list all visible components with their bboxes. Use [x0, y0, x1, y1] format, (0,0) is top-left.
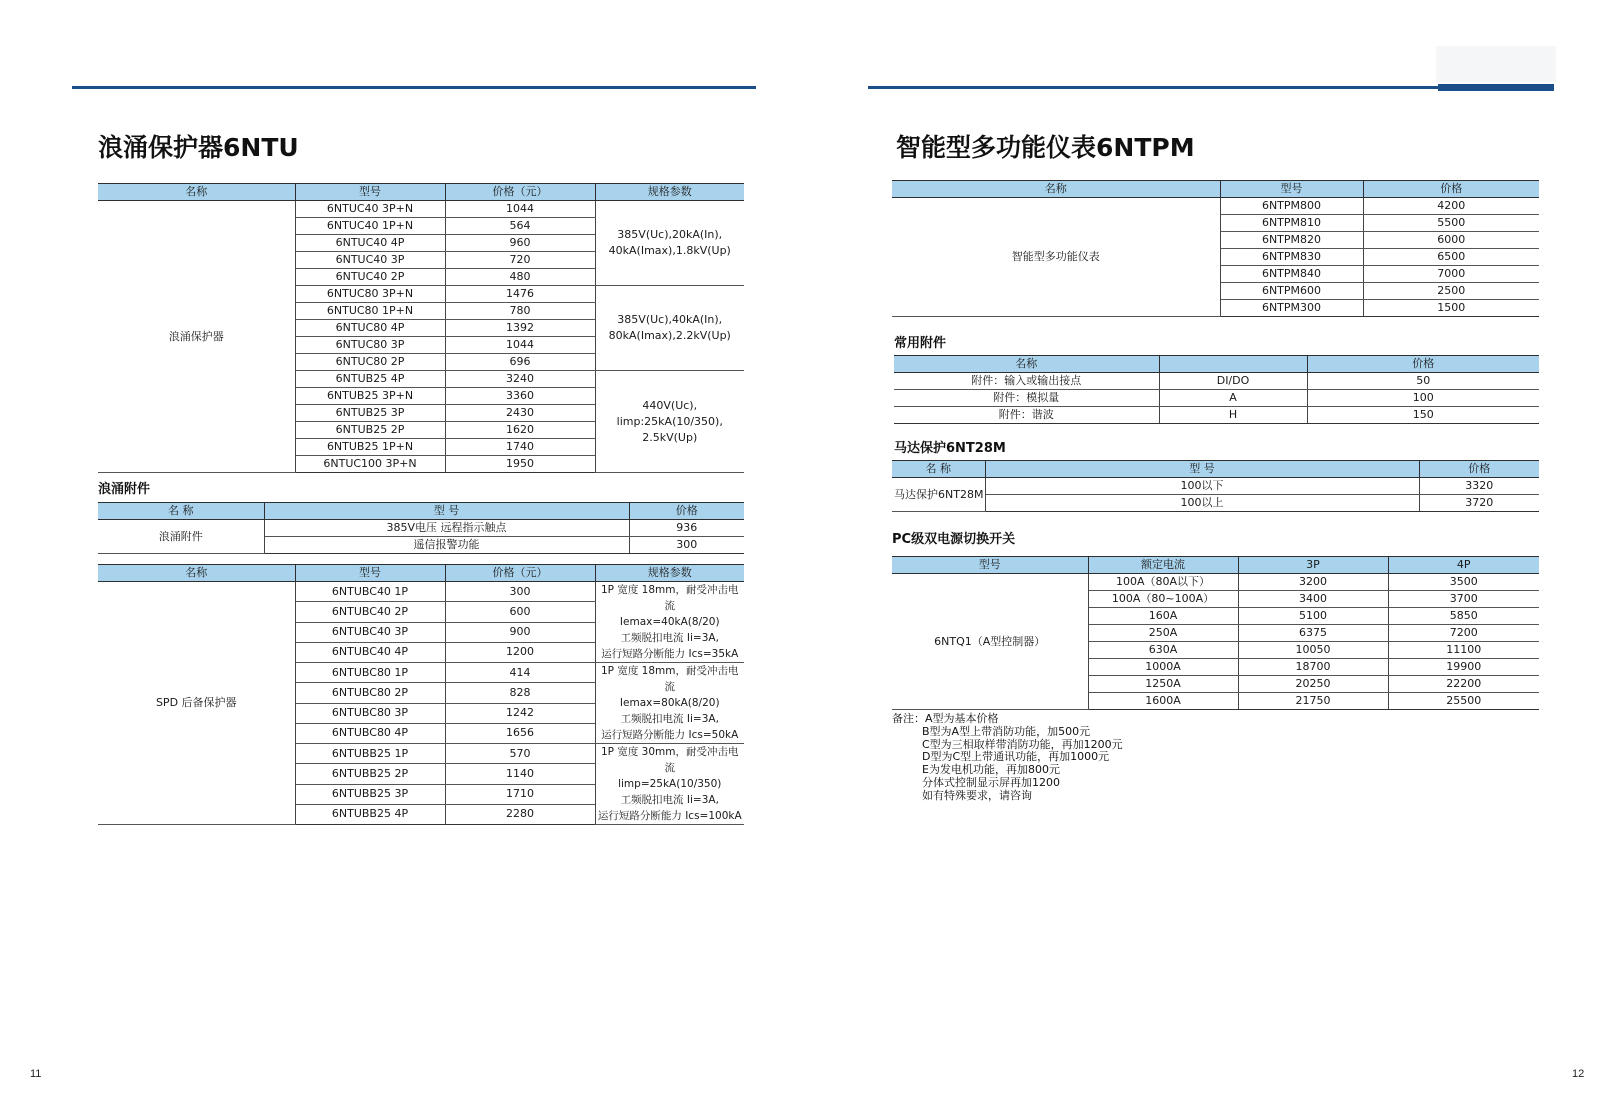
price-cell: 100 — [1307, 390, 1539, 407]
model-cell: 6NTUBB25 1P — [295, 744, 445, 764]
model-cell: 遥信报警功能 — [264, 537, 629, 554]
column-header: 名称 — [98, 565, 295, 582]
common-accessory-heading: 常用附件 — [894, 336, 947, 351]
price-cell: 564 — [445, 218, 595, 235]
price-cell: 1392 — [445, 320, 595, 337]
price-cell: 5500 — [1363, 215, 1539, 232]
model-cell: 6NTUC80 3P — [295, 337, 445, 354]
note-line: C型为三相取样带消防功能，再加1200元 — [922, 737, 1123, 751]
table-header-row — [892, 461, 1539, 478]
table-row — [98, 201, 744, 218]
price-cell: 3720 — [1419, 495, 1539, 512]
price-cell: 900 — [445, 622, 595, 642]
price-4p-cell: 5850 — [1388, 608, 1539, 625]
spec-cell — [595, 286, 744, 371]
spec-line: 2.5kV(Up) — [642, 430, 698, 444]
product-name-cell: 智能型多功能仪表 — [892, 198, 1220, 317]
column-header: 价格 — [629, 503, 744, 520]
model-cell: 6NTUBB25 4P — [295, 804, 445, 824]
price-cell: 1710 — [445, 784, 595, 804]
product-name-cell: 马达保护6NT28M — [892, 478, 985, 512]
price-cell: 1656 — [445, 723, 595, 743]
surge-protector-table — [98, 183, 744, 473]
column-header: 名 称 — [892, 461, 985, 478]
model-cell: 6NTPM840 — [1220, 266, 1363, 283]
model-cell: 6NTUBC40 2P — [295, 602, 445, 622]
price-cell: 600 — [445, 602, 595, 622]
column-header: 价格（元） — [445, 565, 595, 582]
product-name-cell: SPD 后备保护器 — [98, 582, 295, 825]
common-accessory-table — [894, 355, 1539, 424]
column-header: 额定电流 — [1088, 557, 1238, 574]
model-cell: 6NTPM820 — [1220, 232, 1363, 249]
rated-current-cell: 1000A — [1088, 659, 1238, 676]
spec-cell — [595, 663, 744, 744]
price-4p-cell: 22200 — [1388, 676, 1539, 693]
spec-line: 440V(Uc), — [642, 398, 698, 412]
spec-line: 运行短路分断能力 Ics=35kA — [601, 648, 739, 660]
spd-backup-protector-table — [98, 564, 744, 825]
accessory-code-cell: H — [1159, 407, 1307, 424]
column-header: 3P — [1238, 557, 1388, 574]
model-cell: 6NTUB25 1P+N — [295, 439, 445, 456]
price-3p-cell: 3200 — [1238, 574, 1388, 591]
rated-current-cell: 1600A — [1088, 693, 1238, 710]
table-row — [894, 390, 1539, 407]
column-header: 价格 — [1307, 356, 1539, 373]
price-cell: 150 — [1307, 407, 1539, 424]
spec-cell — [595, 201, 744, 286]
spec-line: limp:25kA(10/350), — [616, 414, 723, 428]
table-row — [98, 520, 744, 537]
price-cell: 1476 — [445, 286, 595, 303]
multifunction-meter-table — [892, 180, 1539, 317]
product-name-cell: 浪涌附件 — [98, 520, 264, 554]
model-cell: 6NTUB25 3P+N — [295, 388, 445, 405]
price-cell: 1140 — [445, 764, 595, 784]
model-cell: 385V电压 远程指示触点 — [264, 520, 629, 537]
price-3p-cell: 21750 — [1238, 693, 1388, 710]
model-cell: 100以上 — [985, 495, 1419, 512]
spec-line: 40kA(Imax),1.8kV(Up) — [608, 244, 731, 257]
price-cell: 1500 — [1363, 300, 1539, 317]
model-cell: 6NTUBC80 4P — [295, 723, 445, 743]
spec-line: 运行短路分断能力 Ics=100kA — [597, 810, 742, 822]
spec-line: 1P 宽度 30mm，耐受冲击电流 — [600, 746, 739, 774]
price-3p-cell: 18700 — [1238, 659, 1388, 676]
price-cell: 6000 — [1363, 232, 1539, 249]
column-header: 名称 — [98, 184, 295, 201]
price-cell: 2430 — [445, 405, 595, 422]
model-cell: 6NTPM600 — [1220, 283, 1363, 300]
table-header-row — [98, 565, 744, 582]
price-cell: 300 — [629, 537, 744, 554]
table-row — [894, 373, 1539, 390]
model-cell: 6NTUC40 2P — [295, 269, 445, 286]
rated-current-cell: 1250A — [1088, 676, 1238, 693]
price-3p-cell: 20250 — [1238, 676, 1388, 693]
rated-current-cell: 100A（80A以下） — [1088, 574, 1238, 591]
spec-line: 工频脱扣电流 Ii=3A, — [620, 632, 719, 644]
column-header: 价格 — [1363, 181, 1539, 198]
table-header-row — [892, 181, 1539, 198]
page-title-right: 智能型多功能仪表6NTPM — [896, 133, 1195, 162]
table-header-row — [894, 356, 1539, 373]
table-row — [892, 574, 1539, 591]
note-line: 备注：A型为基本价格 — [892, 712, 999, 725]
model-cell: 6NTUBB25 2P — [295, 764, 445, 784]
price-3p-cell: 5100 — [1238, 608, 1388, 625]
motor-protection-heading: 马达保护6NT28M — [894, 441, 1006, 456]
table-row — [98, 582, 744, 602]
pc-transfer-switch-table — [892, 556, 1539, 710]
spec-line: 工频脱扣电流 Ii=3A, — [620, 713, 719, 725]
spec-line: Iemax=40kA(8/20) — [619, 616, 720, 628]
column-header: 型 号 — [264, 503, 629, 520]
price-cell: 3320 — [1419, 478, 1539, 495]
price-cell: 480 — [445, 269, 595, 286]
model-cell: 6NTPM810 — [1220, 215, 1363, 232]
price-cell: 1044 — [445, 201, 595, 218]
surge-accessory-table — [98, 502, 744, 554]
model-cell: 6NTUB25 2P — [295, 422, 445, 439]
note-line: 分体式控制显示屏再加1200 — [922, 775, 1060, 789]
price-cell: 828 — [445, 683, 595, 703]
price-cell: 1044 — [445, 337, 595, 354]
model-cell: 6NTUC80 3P+N — [295, 286, 445, 303]
right-header-rule — [868, 86, 1438, 89]
spec-line: 1P 宽度 18mm，耐受冲击电流 — [600, 584, 739, 612]
note-line: E为发电机功能，再加800元 — [922, 763, 1060, 777]
product-name-cell: 浪涌保护器 — [98, 201, 295, 473]
table-row — [892, 478, 1539, 495]
model-cell: 6NTUBC80 3P — [295, 703, 445, 723]
spec-line: 385V(Uc),20kA(In), — [617, 228, 723, 241]
pc-switch-notes — [892, 713, 1123, 803]
price-cell: 4200 — [1363, 198, 1539, 215]
model-cell: 6NTUC80 4P — [295, 320, 445, 337]
price-cell: 720 — [445, 252, 595, 269]
model-cell: 6NTUC40 4P — [295, 235, 445, 252]
pc-switch-heading: PC级双电源切换开关 — [892, 532, 1016, 547]
price-3p-cell: 3400 — [1238, 591, 1388, 608]
model-cell: 6NTUBC80 2P — [295, 683, 445, 703]
model-cell: 6NTPM300 — [1220, 300, 1363, 317]
price-cell: 2500 — [1363, 283, 1539, 300]
model-cell: 6NTUB25 4P — [295, 371, 445, 388]
table-header-row — [98, 184, 744, 201]
page-number-right: 12 — [1572, 1068, 1585, 1080]
model-cell: 6NTUC100 3P+N — [295, 456, 445, 473]
accessory-code-cell: DI/DO — [1159, 373, 1307, 390]
note-line: D型为C型上带通讯功能，再加1000元 — [922, 750, 1110, 764]
accessory-name-cell: 附件：谐波 — [894, 407, 1159, 424]
model-cell: 100以下 — [985, 478, 1419, 495]
column-header: 型号 — [892, 557, 1088, 574]
spec-line: limp=25kA(10/350) — [618, 778, 722, 790]
price-4p-cell: 3700 — [1388, 591, 1539, 608]
column-header: 型 号 — [985, 461, 1419, 478]
price-cell: 1200 — [445, 642, 595, 662]
rated-current-cell: 630A — [1088, 642, 1238, 659]
spec-line: 工频脱扣电流 Ii=3A, — [620, 794, 719, 806]
price-cell: 7000 — [1363, 266, 1539, 283]
price-cell: 936 — [629, 520, 744, 537]
rated-current-cell: 250A — [1088, 625, 1238, 642]
price-cell: 414 — [445, 663, 595, 683]
model-cell: 6NTUC80 1P+N — [295, 303, 445, 320]
model-cell: 6NTUBC80 1P — [295, 663, 445, 683]
price-cell: 1620 — [445, 422, 595, 439]
price-cell: 780 — [445, 303, 595, 320]
table-row — [894, 407, 1539, 424]
price-cell: 2280 — [445, 804, 595, 824]
spec-line: 385V(Uc),40kA(In), — [617, 313, 723, 326]
page-number-left: 11 — [30, 1068, 42, 1080]
model-cell: 6NTUC40 3P+N — [295, 201, 445, 218]
price-cell: 960 — [445, 235, 595, 252]
left-header-rule — [72, 86, 756, 89]
spec-line: 1P 宽度 18mm，耐受冲击电流 — [600, 665, 739, 693]
column-header: 4P — [1388, 557, 1539, 574]
column-header: 型号 — [295, 565, 445, 582]
product-name-cell: 6NTQ1（A型控制器） — [892, 574, 1088, 710]
price-4p-cell: 25500 — [1388, 693, 1539, 710]
table-row — [892, 495, 1539, 512]
column-header: 型号 — [1220, 181, 1363, 198]
table-header-row — [98, 503, 744, 520]
spec-line: 运行短路分断能力 Ics=50kA — [601, 729, 739, 741]
spec-cell — [595, 744, 744, 825]
column-header: 名称 — [892, 181, 1220, 198]
model-cell: 6NTUC40 3P — [295, 252, 445, 269]
table-header-row — [892, 557, 1539, 574]
model-cell: 6NTUBC40 4P — [295, 642, 445, 662]
model-cell: 6NTUC80 2P — [295, 354, 445, 371]
column-header: 价格 — [1419, 461, 1539, 478]
price-4p-cell: 7200 — [1388, 625, 1539, 642]
column-header: 名 称 — [98, 503, 264, 520]
price-3p-cell: 6375 — [1238, 625, 1388, 642]
price-cell: 50 — [1307, 373, 1539, 390]
model-cell: 6NTUBC40 3P — [295, 622, 445, 642]
accessory-name-cell: 附件：输入或输出接点 — [894, 373, 1159, 390]
header-tab-ghost — [1436, 46, 1556, 82]
spec-line: 80kA(Imax),2.2kV(Up) — [608, 329, 731, 342]
price-cell: 3240 — [445, 371, 595, 388]
note-line: B型为A型上带消防功能，加500元 — [922, 724, 1091, 738]
price-4p-cell: 19900 — [1388, 659, 1539, 676]
spec-cell — [595, 371, 744, 473]
price-cell: 1950 — [445, 456, 595, 473]
column-header — [1159, 356, 1307, 373]
column-header: 规格参数 — [595, 184, 744, 201]
column-header: 型号 — [295, 184, 445, 201]
price-cell: 570 — [445, 744, 595, 764]
price-4p-cell: 11100 — [1388, 642, 1539, 659]
model-cell: 6NTUBC40 1P — [295, 582, 445, 602]
price-cell: 3360 — [445, 388, 595, 405]
accessory-code-cell: A — [1159, 390, 1307, 407]
price-cell: 1242 — [445, 703, 595, 723]
price-cell: 696 — [445, 354, 595, 371]
column-header: 规格参数 — [595, 565, 744, 582]
model-cell: 6NTUC40 1P+N — [295, 218, 445, 235]
price-3p-cell: 10050 — [1238, 642, 1388, 659]
page-title-left: 浪涌保护器6NTU — [98, 133, 299, 162]
rated-current-cell: 160A — [1088, 608, 1238, 625]
motor-protection-table — [892, 460, 1539, 512]
price-cell: 300 — [445, 582, 595, 602]
note-line: 如有特殊要求，请咨询 — [922, 788, 1032, 802]
spec-cell — [595, 582, 744, 663]
price-cell: 1740 — [445, 439, 595, 456]
rated-current-cell: 100A（80~100A） — [1088, 591, 1238, 608]
model-cell: 6NTUBB25 3P — [295, 784, 445, 804]
column-header: 价格（元） — [445, 184, 595, 201]
price-4p-cell: 3500 — [1388, 574, 1539, 591]
accessory-name-cell: 附件：模拟量 — [894, 390, 1159, 407]
spec-line: Iemax=80kA(8/20) — [619, 697, 720, 709]
table-row — [892, 198, 1539, 215]
model-cell: 6NTUB25 3P — [295, 405, 445, 422]
model-cell: 6NTPM830 — [1220, 249, 1363, 266]
right-header-accent — [1438, 84, 1554, 91]
surge-accessory-heading: 浪涌附件 — [98, 482, 151, 497]
column-header: 名称 — [894, 356, 1159, 373]
model-cell: 6NTPM800 — [1220, 198, 1363, 215]
price-cell: 6500 — [1363, 249, 1539, 266]
